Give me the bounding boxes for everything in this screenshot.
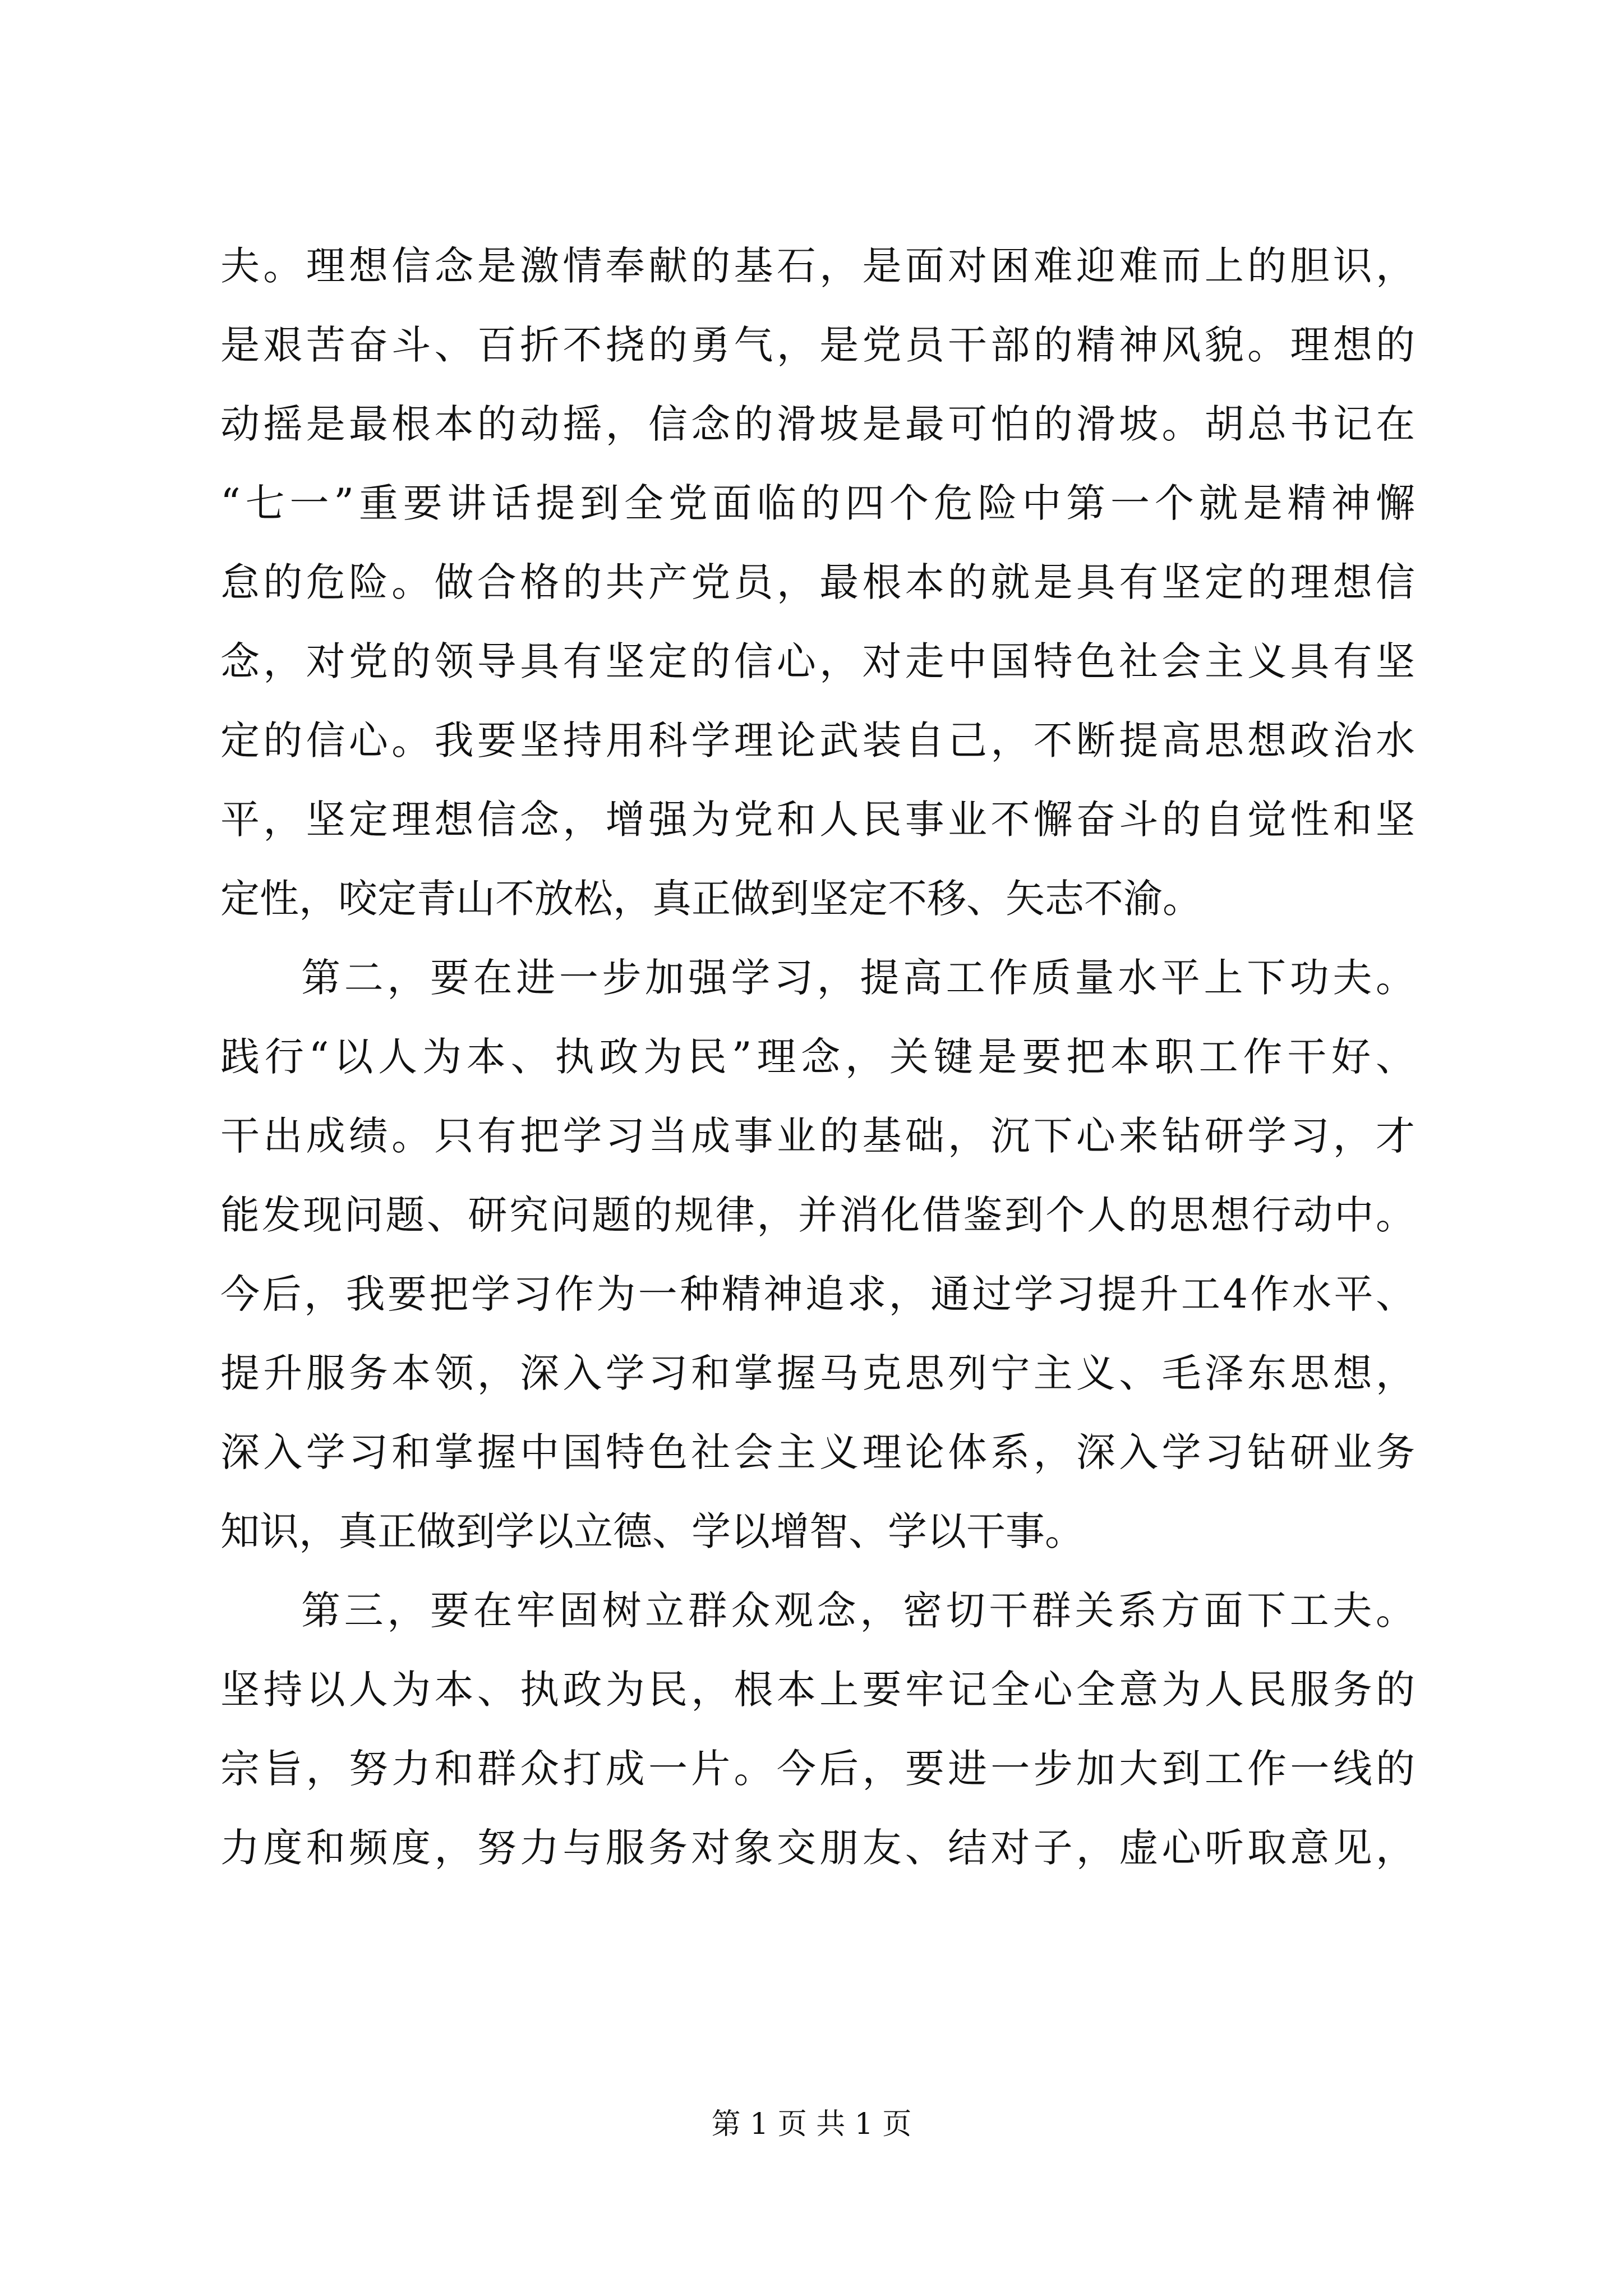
text-line: 定的信心。我要坚持用科学理论武装自己，不断提高思想政治水 — [220, 717, 1415, 763]
text-line: 深入学习和掌握中国特色社会主义理论体系，深入学习钻研业务 — [220, 1429, 1415, 1475]
text-line: 是艰苦奋斗、百折不挠的勇气，是党员干部的精神风貌。理想的 — [220, 322, 1415, 368]
text-line: 践行“以人为本、执政为民”理念，关键是要把本职工作干好、 — [220, 1034, 1415, 1080]
text-line: 能发现问题、研究问题的规律，并消化借鉴到个人的思想行动中。 — [220, 1192, 1415, 1238]
text-line: 提升服务本领，深入学习和掌握马克思列宁主义、毛泽东思想， — [220, 1350, 1415, 1396]
text-line: 平，坚定理想信念，增强为党和人民事业不懈奋斗的自觉性和坚 — [220, 797, 1415, 843]
text-line: 念，对党的领导具有坚定的信心，对走中国特色社会主义具有坚 — [220, 638, 1415, 684]
text-line: 坚持以人为本、执政为民，根本上要牢记全心全意为人民服务的 — [220, 1667, 1415, 1713]
text-line: 怠的危险。做合格的共产党员，最根本的就是具有坚定的理想信 — [220, 559, 1415, 605]
paragraph-first-line: 第二，要在进一步加强学习，提高工作质量水平上下功夫。 — [301, 955, 1415, 1001]
paragraph-first-line: 第三，要在牢固树立群众观念，密切干群关系方面下工夫。 — [301, 1588, 1415, 1634]
text-line: 知识，真正做到学以立德、学以增智、学以干事。 — [220, 1508, 1084, 1554]
text-line: 干出成绩。只有把学习当成事业的基础，沉下心来钻研学习，才 — [220, 1113, 1415, 1159]
text-line: 定性，咬定青山不放松，真正做到坚定不移、矢志不渝。 — [220, 876, 1202, 922]
text-line: “七一”重要讲话提到全党面临的四个危险中第一个就是精神懈 — [220, 480, 1415, 526]
text-line: 宗旨，努力和群众打成一片。今后，要进一步加大到工作一线的 — [220, 1746, 1415, 1792]
text-line: 夫。理想信念是激情奉献的基石，是面对困难迎难而上的胆识， — [220, 243, 1415, 289]
text-line: 动摇是最根本的动摇，信念的滑坡是最可怕的滑坡。胡总书记在 — [220, 401, 1415, 447]
text-line: 今后，我要把学习作为一种精神追求，通过学习提升工4作水平、 — [220, 1271, 1415, 1317]
document-body — [220, 227, 1415, 1888]
text-line: 力度和频度，努力与服务对象交朋友、结对子，虚心听取意见， — [220, 1825, 1415, 1871]
page-footer: 第 1 页 共 1 页 — [711, 2108, 912, 2141]
